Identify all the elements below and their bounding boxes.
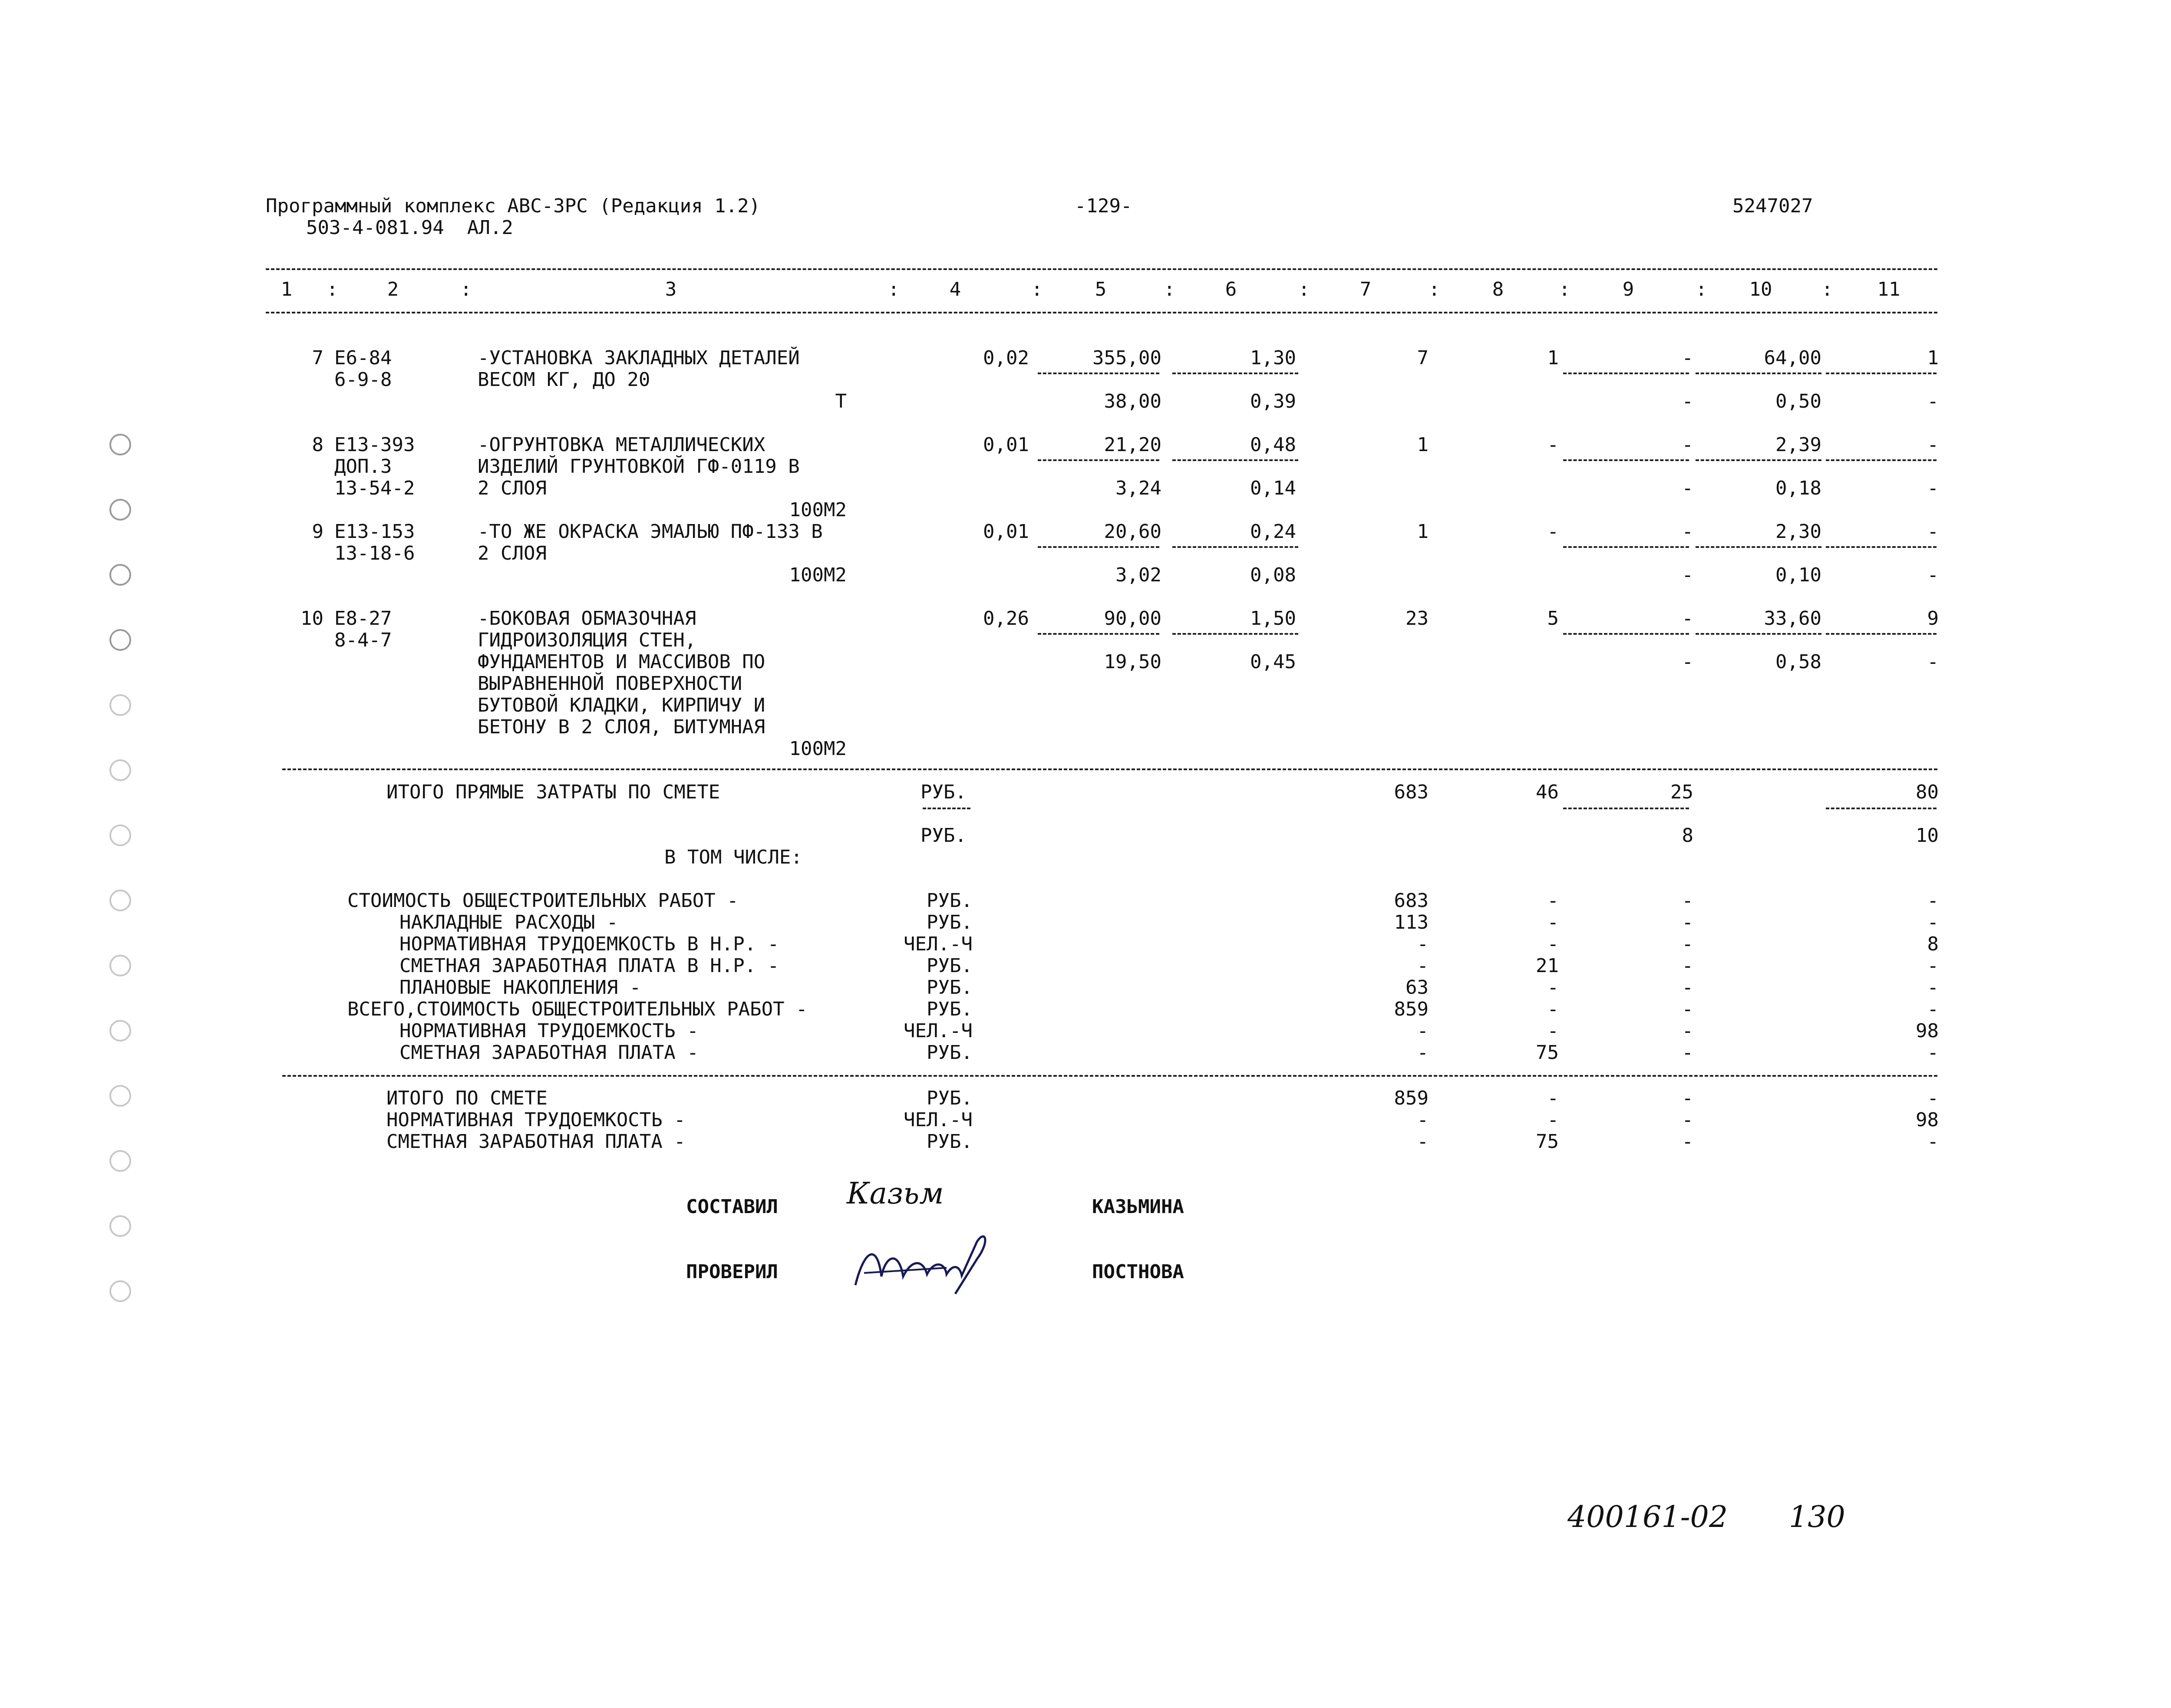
breakdown-end-rule (282, 1075, 1937, 1077)
cell-divider (1696, 633, 1821, 635)
item-col5-lower: 38,00 (1104, 390, 1161, 412)
item-col11: - (1927, 521, 1939, 543)
final-col11: - (1927, 1131, 1939, 1153)
binder-hole (109, 564, 131, 586)
item-unit: Т (835, 390, 847, 412)
breakdown-label: НАКЛАДНЫЕ РАСХОДЫ - (399, 911, 618, 933)
handwritten-page: 130 (1789, 1500, 1845, 1534)
column-number: 9 (1622, 278, 1634, 300)
column-separator: : (1429, 278, 1440, 300)
breakdown-label: НОРМАТИВНАЯ ТРУДОЕМКОСТЬ - (399, 1020, 699, 1042)
item-col7: 1 (1417, 434, 1429, 456)
item-col11: 1 (1927, 347, 1939, 369)
binder-hole (109, 434, 131, 455)
item-unit-cost: 21,20 (1104, 434, 1161, 456)
cell-divider (1038, 373, 1159, 374)
item-code: ДОП.3 (334, 455, 392, 478)
breakdown-col8: 21 (1536, 955, 1559, 977)
breakdown-col9: - (1682, 1042, 1693, 1064)
direct-col9: 25 (1670, 781, 1693, 803)
breakdown-col11: - (1927, 911, 1939, 933)
column-number: 3 (665, 278, 677, 300)
breakdown-col7: 113 (1394, 911, 1429, 933)
item-col7: 1 (1417, 521, 1429, 543)
breakdown-unit: РУБ. (927, 890, 973, 912)
breakdown-label: СМЕТНАЯ ЗАРАБОТНАЯ ПЛАТА - (399, 1042, 699, 1064)
column-number: 1 (280, 278, 293, 300)
item-quantity: 0,01 (983, 434, 1029, 456)
unit-label: РУБ. (921, 824, 967, 847)
item-description: БУТОВОЙ КЛАДКИ, КИРПИЧУ И (478, 694, 765, 716)
breakdown-col7: 683 (1394, 890, 1429, 912)
breakdown-col9: - (1682, 998, 1693, 1020)
final-col11: - (1927, 1087, 1939, 1109)
item-col6-lower: 0,08 (1250, 564, 1296, 586)
column-number: 10 (1749, 278, 1772, 300)
item-col9: - (1682, 434, 1693, 456)
cell-divider (1696, 373, 1821, 374)
binder-hole (109, 629, 131, 651)
item-quantity: 0,01 (983, 521, 1029, 543)
item-description: 2 СЛОЯ (478, 542, 547, 564)
cell-divider (1172, 373, 1298, 374)
item-col10-lower: 0,18 (1775, 477, 1821, 499)
binder-hole (109, 890, 131, 911)
item-description: БЕТОНУ В 2 СЛОЯ, БИТУМНАЯ (478, 716, 765, 738)
compiled-label: СОСТАВИЛ (686, 1196, 778, 1218)
page-number: -129- (1075, 195, 1132, 217)
cell-divider (1826, 459, 1937, 461)
item-col11-lower: - (1927, 390, 1939, 412)
cell-divider (1696, 546, 1821, 548)
cell-divider (1172, 633, 1298, 635)
including-heading: В ТОМ ЧИСЛЕ: (664, 846, 802, 868)
cell-divider (1038, 633, 1159, 635)
item-code: Е13-393 (334, 434, 415, 456)
breakdown-col7: 859 (1394, 998, 1429, 1020)
breakdown-col8: - (1547, 998, 1559, 1020)
item-unit: 100М2 (789, 564, 847, 586)
breakdown-label: ПЛАНОВЫЕ НАКОПЛЕНИЯ - (399, 976, 641, 999)
cell-divider (1563, 808, 1689, 809)
binder-hole (109, 1280, 131, 1302)
item-col9-lower: - (1682, 564, 1693, 586)
breakdown-col7: - (1417, 1020, 1429, 1042)
final-col11: 98 (1916, 1109, 1939, 1131)
breakdown-unit: РУБ. (927, 976, 973, 999)
table-top-rule (266, 268, 1937, 270)
item-col11-lower: - (1927, 477, 1939, 499)
final-label: СМЕТНАЯ ЗАРАБОТНАЯ ПЛАТА - (386, 1131, 686, 1153)
cell-divider (1563, 373, 1689, 374)
item-description: -УСТАНОВКА ЗАКЛАДНЫХ ДЕТАЛЕЙ (478, 347, 800, 369)
breakdown-col9: - (1682, 1020, 1693, 1042)
item-col9-lower: - (1682, 477, 1693, 499)
column-separator: : (1821, 278, 1833, 300)
cell-divider (1696, 459, 1821, 461)
item-col6-lower: 0,39 (1250, 390, 1296, 412)
direct-col8: 46 (1536, 781, 1559, 803)
breakdown-col8: 75 (1536, 1042, 1559, 1064)
final-unit: РУБ. (927, 1131, 973, 1153)
checked-label: ПРОВЕРИЛ (686, 1261, 778, 1283)
item-description: -БОКОВАЯ ОБМАЗОЧНАЯ (478, 607, 696, 630)
item-col10: 33,60 (1764, 607, 1821, 630)
item-col5-lower: 3,24 (1115, 477, 1161, 499)
item-col6: 0,48 (1250, 434, 1296, 456)
item-description: ГИДРОИЗОЛЯЦИЯ СТЕН, (478, 629, 696, 651)
item-description: ФУНДАМЕНТОВ И МАССИВОВ ПО (478, 651, 765, 673)
item-code: Е6-84 (334, 347, 392, 369)
breakdown-col9: - (1682, 933, 1693, 955)
cell-divider (1172, 459, 1298, 461)
column-number: 7 (1359, 278, 1372, 300)
breakdown-col11: - (1927, 890, 1939, 912)
item-code: 13-18-6 (334, 542, 415, 564)
item-number: 10 (300, 607, 323, 630)
checked-signature (847, 1224, 1003, 1298)
item-unit: 100М2 (789, 738, 847, 760)
item-description: 2 СЛОЯ (478, 477, 547, 499)
breakdown-col8: - (1547, 933, 1559, 955)
breakdown-unit: РУБ. (927, 911, 973, 933)
column-number: 6 (1225, 278, 1237, 300)
item-number: 9 (312, 521, 323, 543)
item-col10-lower: 0,10 (1775, 564, 1821, 586)
item-col8: - (1547, 434, 1559, 456)
breakdown-col9: - (1682, 976, 1693, 999)
item-description: ВЕСОМ КГ, ДО 20 (478, 369, 650, 391)
breakdown-label: ВСЕГО,СТОИМОСТЬ ОБЩЕСТРОИТЕЛЬНЫХ РАБОТ - (347, 998, 808, 1020)
item-number: 8 (312, 434, 323, 456)
breakdown-col7: - (1417, 933, 1429, 955)
column-separator: : (1696, 278, 1707, 300)
binder-hole (109, 1215, 131, 1237)
table-header-rule (266, 312, 1937, 313)
direct-costs-label: ИТОГО ПРЯМЫЕ ЗАТРАТЫ ПО СМЕТЕ (386, 781, 720, 803)
breakdown-label: СТОИМОСТЬ ОБЩЕСТРОИТЕЛЬНЫХ РАБОТ - (347, 890, 739, 912)
item-description: -ТО ЖЕ ОКРАСКА ЭМАЛЬЮ ПФ-133 В (478, 521, 823, 543)
final-col7: 859 (1394, 1087, 1429, 1109)
final-col8: - (1547, 1109, 1559, 1131)
cell-divider (1826, 808, 1937, 809)
breakdown-label: СМЕТНАЯ ЗАРАБОТНАЯ ПЛАТА В Н.Р. - (399, 955, 779, 977)
item-col10: 64,00 (1764, 347, 1821, 369)
compiled-signature: Казьм (847, 1177, 944, 1211)
binder-hole (109, 955, 131, 976)
breakdown-col9: - (1682, 955, 1693, 977)
column-number: 8 (1492, 278, 1504, 300)
item-col6: 0,24 (1250, 521, 1296, 543)
handwritten-note: 400161-02 (1567, 1500, 1728, 1534)
breakdown-unit: РУБ. (927, 1042, 973, 1064)
column-number: 11 (1877, 278, 1900, 300)
item-code: Е13-153 (334, 521, 415, 543)
binder-hole (109, 1020, 131, 1042)
unit-label: РУБ. (921, 781, 967, 803)
breakdown-col11: 98 (1916, 1020, 1939, 1042)
final-unit: ЧЕЛ.-Ч (904, 1109, 973, 1131)
breakdown-col11: 8 (1927, 933, 1939, 955)
item-code: 8-4-7 (334, 629, 392, 651)
breakdown-col8: - (1547, 890, 1559, 912)
direct-col11: 80 (1916, 781, 1939, 803)
item-col6-lower: 0,14 (1250, 477, 1296, 499)
item-col7: 23 (1406, 607, 1429, 630)
binder-hole (109, 1150, 131, 1172)
item-col10: 2,30 (1775, 521, 1821, 543)
item-unit: 100М2 (789, 499, 847, 521)
final-col7: - (1417, 1131, 1429, 1153)
breakdown-col9: - (1682, 890, 1693, 912)
item-col10-lower: 0,50 (1775, 390, 1821, 412)
item-col11: 9 (1927, 607, 1939, 630)
final-col8: 75 (1536, 1131, 1559, 1153)
binder-hole (109, 499, 131, 521)
direct-col11-lower: 10 (1916, 824, 1939, 847)
breakdown-col11: - (1927, 976, 1939, 999)
breakdown-col11: - (1927, 955, 1939, 977)
compiled-name: КАЗЬМИНА (1092, 1196, 1184, 1218)
final-col7: - (1417, 1109, 1429, 1131)
program-title: Программный комплекс АВС-ЗРС (Редакция 1.2) (266, 195, 761, 217)
column-separator: : (888, 278, 900, 300)
items-end-rule (282, 768, 1937, 770)
breakdown-col7: - (1417, 1042, 1429, 1064)
item-col5-lower: 3,02 (1115, 564, 1161, 586)
cell-divider (1172, 546, 1298, 548)
final-label: ИТОГО ПО СМЕТЕ (386, 1087, 548, 1109)
breakdown-unit: РУБ. (927, 998, 973, 1020)
breakdown-col7: - (1417, 955, 1429, 977)
cell-divider (1826, 373, 1937, 374)
breakdown-unit: РУБ. (927, 955, 973, 977)
item-unit-cost: 355,00 (1092, 347, 1161, 369)
item-unit-cost: 20,60 (1104, 521, 1161, 543)
item-code: 6-9-8 (334, 369, 392, 391)
item-col9: - (1682, 607, 1693, 630)
breakdown-col7: 63 (1406, 976, 1429, 999)
column-separator: : (327, 278, 338, 300)
item-description: ИЗДЕЛИЙ ГРУНТОВКОЙ ГФ-0119 В (478, 455, 800, 478)
item-col10-lower: 0,58 (1775, 651, 1821, 673)
final-col9: - (1682, 1131, 1693, 1153)
breakdown-col8: - (1547, 1020, 1559, 1042)
binder-hole (109, 824, 131, 846)
item-col9-lower: - (1682, 390, 1693, 412)
item-col7: 7 (1417, 347, 1429, 369)
column-number: 2 (387, 278, 399, 300)
item-col9-lower: - (1682, 651, 1693, 673)
item-col11: - (1927, 434, 1939, 456)
item-col11-lower: - (1927, 564, 1939, 586)
item-code: 13-54-2 (334, 477, 415, 499)
final-col8: - (1547, 1087, 1559, 1109)
final-unit: РУБ. (927, 1087, 973, 1109)
column-separator: : (460, 278, 472, 300)
item-code: Е8-27 (334, 607, 392, 630)
item-col11-lower: - (1927, 651, 1939, 673)
item-col9: - (1682, 521, 1693, 543)
item-col9: - (1682, 347, 1693, 369)
item-col5-lower: 19,50 (1104, 651, 1161, 673)
document-number: 5247027 (1732, 195, 1813, 217)
item-number: 7 (312, 347, 323, 369)
column-separator: : (1559, 278, 1571, 300)
item-quantity: 0,26 (983, 607, 1029, 630)
item-col8: 1 (1547, 347, 1559, 369)
item-col6: 1,50 (1250, 607, 1296, 630)
column-separator: : (1031, 278, 1043, 300)
cell-divider (1563, 459, 1689, 461)
breakdown-col8: - (1547, 976, 1559, 999)
item-col8: - (1547, 521, 1559, 543)
binder-hole (109, 1085, 131, 1107)
binder-hole (109, 759, 131, 781)
column-number: 4 (949, 278, 961, 300)
breakdown-col9: - (1682, 911, 1693, 933)
column-separator: : (1298, 278, 1310, 300)
breakdown-col8: - (1547, 911, 1559, 933)
direct-col9-lower: 8 (1682, 824, 1693, 847)
breakdown-unit: ЧЕЛ.-Ч (904, 1020, 973, 1042)
cell-divider (1038, 459, 1159, 461)
cell-divider (1826, 546, 1937, 548)
cell-divider (923, 808, 970, 809)
final-col9: - (1682, 1109, 1693, 1131)
item-description: -ОГРУНТОВКА МЕТАЛЛИЧЕСКИХ (478, 434, 765, 456)
item-unit-cost: 90,00 (1104, 607, 1161, 630)
cell-divider (1563, 633, 1689, 635)
direct-col7: 683 (1394, 781, 1429, 803)
item-quantity: 0,02 (983, 347, 1029, 369)
breakdown-label: НОРМАТИВНАЯ ТРУДОЕМКОСТЬ В Н.Р. - (399, 933, 779, 955)
cell-divider (1826, 633, 1937, 635)
breakdown-col11: - (1927, 1042, 1939, 1064)
item-col10: 2,39 (1775, 434, 1821, 456)
item-description: ВЫРАВНЕННОЙ ПОВЕРХНОСТИ (478, 673, 742, 695)
final-col9: - (1682, 1087, 1693, 1109)
item-col6: 1,30 (1250, 347, 1296, 369)
cell-divider (1038, 546, 1159, 548)
column-number: 5 (1095, 278, 1107, 300)
document-code: 503-4-081.94 АЛ.2 (306, 217, 513, 239)
final-label: НОРМАТИВНАЯ ТРУДОЕМКОСТЬ - (386, 1109, 686, 1131)
breakdown-col11: - (1927, 998, 1939, 1020)
breakdown-unit: ЧЕЛ.-Ч (904, 933, 973, 955)
checked-name: ПОСТНОВА (1092, 1261, 1184, 1283)
column-separator: : (1164, 278, 1175, 300)
item-col6-lower: 0,45 (1250, 651, 1296, 673)
binder-hole (109, 694, 131, 716)
item-col8: 5 (1547, 607, 1559, 630)
cell-divider (1563, 546, 1689, 548)
